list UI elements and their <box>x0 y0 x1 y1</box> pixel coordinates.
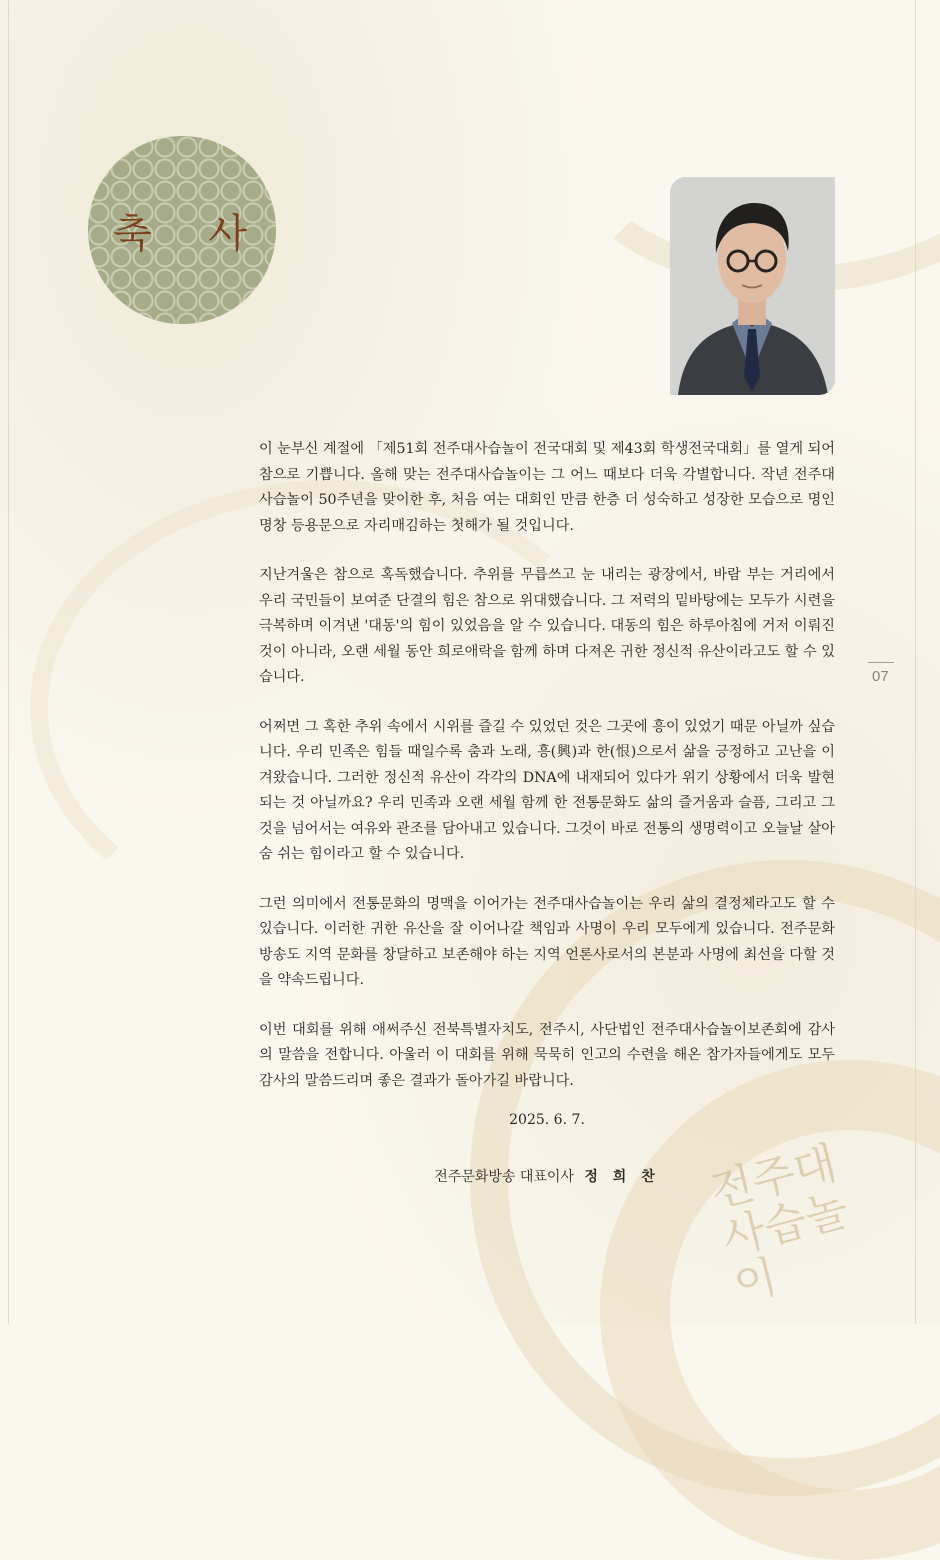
page-title: 축 사 <box>113 210 269 257</box>
portrait-illustration <box>670 177 835 395</box>
page-edge-left <box>8 0 9 1324</box>
title-badge <box>88 136 276 324</box>
page-number: 07 <box>872 668 889 685</box>
calligraphy-watermark: 전주대사습놀이 <box>705 1137 854 1312</box>
paragraph: 어쩌면 그 혹한 추위 속에서 시위를 즐길 수 있었던 것은 그곳에 흥이 있었기 때문 아닐까 싶습니다. 우리 민족은 힘들 때일수록 춤과 노래, 흥(興)과 한(恨)으로서 삶을 긍정하고 고난을 이겨왔습니다. 그러한 정신적 유산이 각각의 DNA에 내재되어 있다가 위기 상황에서 더욱 발현되는 것 아닐까요? 우리 민족과 오랜 세월 함께 한 전통문화도 삶의 즐거움과 슬픔, 그리고 그것을 넘어서는 여유와 관조를 담아내고 있습니다. 그것이 바로 전통의 생명력이고 오늘날 살아 숨 쉬는 힘이라고 할 수 있습니다. <box>259 718 835 862</box>
portrait-photo <box>670 177 835 395</box>
paragraph: 지난겨울은 참으로 혹독했습니다. 추위를 무릅쓰고 눈 내리는 광장에서, 바람 부는 거리에서 우리 국민들이 보여준 단결의 힘은 참으로 위대했습니다. 그 저력의 밑바탕에는 모두가 시련을 극복하며 이겨낸 '대동'의 힘이 있었음을 알 수 있습니다. 대동의 힘은 하루아침에 거저 이뤄진 것이 아니라, 오랜 세월 동안 희로애락을 함께 하며 다져온 귀한 정신적 유산이라고도 할 수 있습니다. <box>259 567 835 685</box>
page-number-rule <box>868 662 894 663</box>
signature-name: 정 희 찬 <box>584 1169 660 1185</box>
page-edge-right <box>915 0 916 1324</box>
paragraph: 이 눈부신 계절에 「제51회 전주대사습놀이 전국대회 및 제43회 학생전국대회」를 열게 되어 참으로 기쁩니다. 올해 맞는 전주대사습놀이는 그 어느 때보다 더욱 각별합니다. 작년 전주대사습놀이 50주년을 맞이한 후, 처음 여는 대회인 만큼 한층 더 성숙하고 성장한 모습으로 명인 명창 등용문으로 자리매김하는 첫해가 될 것입니다. <box>259 441 835 534</box>
signature-organization: 전주문화방송 대표이사 <box>434 1169 574 1185</box>
paragraph: 이번 대회를 위해 애써주신 전북특별자치도, 전주시, 사단법인 전주대사습놀이보존회에 감사의 말씀을 전합니다. 아울러 이 대회를 위해 묵묵히 인고의 수련을 해온 참가자들에게도 모두 감사의 말씀드리며 좋은 결과가 돌아가길 바랍니다. <box>259 1021 835 1089</box>
paragraph: 그런 의미에서 전통문화의 명맥을 이어가는 전주대사습놀이는 우리 삶의 결정체라고도 할 수 있습니다. 이러한 귀한 유산을 잘 이어나갈 책임과 사명이 우리 모두에게 있습니다. 전주문화방송도 지역 문화를 창달하고 보존해야 하는 지역 언론사로서의 본분과 사명에 최선을 다할 것을 약속드립니다. <box>259 895 835 988</box>
message-body <box>259 437 835 1118</box>
date: 2025. 6. 7. <box>509 1112 585 1128</box>
